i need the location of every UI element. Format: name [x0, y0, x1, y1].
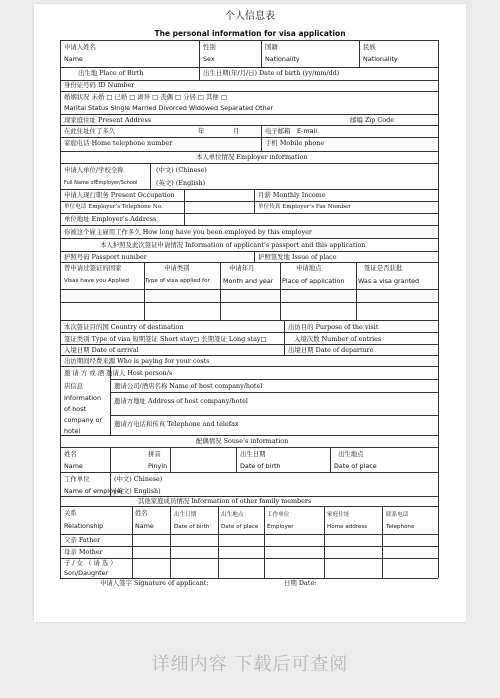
visa-history-granted-header: 签证是否获批 [364, 264, 403, 272]
employer-name-label-en: Full Name ofEmployer/School [64, 180, 138, 186]
host-info-label-en-4: hotel [64, 427, 81, 435]
purpose-of-visit-label: 出访目的 Purpose of the visit [288, 323, 379, 331]
family-address-cn: 家庭住址 [327, 512, 350, 518]
visa-type-label: 签证类别 Type of visa 短期签证 Short stay□ 长期签证 Long stay□ [64, 335, 267, 343]
employer-fax-label: 单位传真 Employer’s Fax Number [258, 204, 351, 210]
family-pob-en: Date of place [221, 524, 259, 530]
host-company-address-label: 邀请方地址 Address of host company/hotel [114, 397, 248, 405]
spouse-dob-label-cn: 出生日期 [240, 450, 266, 458]
place-of-birth-label: 出生地 Place of Birth [78, 69, 144, 77]
number-of-entries-label: 入境次数 Number of entries [294, 335, 382, 343]
marital-status-cn: 婚姻状况 未婚 □ 已婚 □ 离异 □ 丧偶 □ 分居 □ 其他 □ [64, 93, 227, 101]
id-number-label: 身份证号码 ID Number [64, 81, 135, 89]
visa-history-place-en: Place of application [282, 277, 345, 285]
host-info-label-en-2: of host [64, 405, 86, 413]
visa-form-page [34, 4, 466, 622]
visa-history-type-en: Type of visa applied for [145, 278, 210, 284]
spouse-name-label-cn: 姓名 [64, 450, 77, 458]
visa-history-year-en: Month and year [223, 277, 274, 285]
month-label: 月 [233, 127, 240, 135]
employer-section-header: 本人单位情况 Employer information [196, 153, 308, 161]
nationality-label-cn: 国籍 [265, 43, 278, 51]
home-telephone-label: 家庭电话 Home telephone number [64, 139, 173, 147]
spouse-employer-label-en: Name of employer [64, 487, 124, 495]
visa-history-granted-en: Was a visa granted [358, 277, 420, 285]
employer-english-label: (英文) (English) [156, 179, 206, 187]
monthly-income-label: 月薪 Monthly Income [258, 191, 326, 199]
family-name-en: Name [135, 522, 154, 530]
family-dob-cn: 出生日期 [174, 512, 197, 518]
family-father-label: 父亲 Father [64, 536, 101, 544]
family-section-header: 其他家庭成员情况 Information of other family members [138, 497, 312, 505]
spouse-section-header: 配偶情况 Souse’s information [196, 437, 289, 445]
employment-duration-label: 你被这个雇主雇用工作多久 How long have you been employed by this employer [64, 228, 312, 236]
spouse-employer-english: (英文) English) [114, 487, 161, 495]
visa-history-year-header: 申请年月 [229, 264, 255, 272]
ethnicity-label-cn: 民族 [363, 43, 376, 51]
date-of-departure-label: 出境日期 Date of departure [288, 346, 374, 354]
host-info-label-cn: 店信息 [64, 382, 84, 390]
spouse-pinyin-label-en: Pinyin [148, 462, 168, 470]
present-occupation-label: 申请人现行职务 Present Occupation [64, 191, 175, 199]
name-label-en: Name [64, 55, 83, 63]
host-telephone-label: 邀请方电话和传真 Telephone and telefax [114, 420, 239, 428]
family-employer-cn: 工作单位 [267, 512, 290, 518]
passport-issue-place-label: 护照签发地 Issue of place [258, 253, 337, 261]
host-info-label-en-3: company or [64, 416, 103, 424]
family-mother-label: 母亲 Mother [64, 548, 103, 556]
spouse-employer-chinese: (中文) Chinese) [114, 475, 163, 483]
family-child-label-en: Son/Daughter [64, 569, 109, 577]
spouse-name-label-en: Name [64, 462, 83, 470]
visa-history-country-en: Visas have you Applied [64, 278, 129, 284]
visa-history-type-header: 申请类别 [164, 264, 190, 272]
spouse-pob-label-cn: 出生地点 [338, 450, 364, 458]
spouse-dob-label-en: Date of birth [240, 462, 281, 470]
family-employer-en: Employer [267, 524, 294, 530]
family-relationship-en: Relationship [64, 522, 104, 530]
visa-history-country-header: 曾申请过签证的国家 [64, 264, 122, 272]
applicant-signature-label: 申请人签字 Signature of applicant: [100, 579, 209, 587]
host-company-name-label: 邀请公司/酒店名称 Name of host company/hotel [114, 382, 263, 390]
email-label-cn: 电子邮箱 [265, 127, 291, 135]
date-of-arrival-label: 入境日期 Date of arrival [64, 346, 139, 354]
email-label-en: E-mail [297, 127, 318, 135]
employer-chinese-label: (中文) (Chinese) [156, 166, 207, 174]
visa-history-place-header: 申请地点 [296, 264, 322, 272]
host-info-label-en-1: Information [64, 394, 101, 402]
spouse-pinyin-label-cn: 拼音 [148, 450, 161, 458]
nationality-label-en: Nationality [265, 55, 300, 63]
employer-name-label-cn: 申请人单位/学校全称 [64, 166, 124, 174]
present-address-label: 现家庭住址 Present Address [64, 116, 152, 124]
name-label-cn: 申请人姓名 [64, 43, 96, 51]
family-name-cn: 姓名 [135, 509, 148, 517]
spouse-employer-label-cn: 工作单位 [64, 475, 90, 483]
spouse-pob-label-en: Date of place [334, 462, 377, 470]
family-address-en: Home address [327, 524, 368, 530]
sex-label-en: Sex [203, 55, 215, 63]
family-telephone-cn: 联系电话 [386, 512, 409, 518]
who-pays-label: 出访期间经费来源 Who is paying for your costs [64, 357, 210, 365]
host-person-label: 邀 请 方 或 酒 邀请人 Host person/s [64, 369, 173, 377]
date-of-birth-label: 出生日期(年/月/日) Date of birth (yy/mm/dd) [203, 69, 340, 77]
marital-status-en: Marital Status Single Married Divorced Widowed Separated Other [64, 104, 274, 112]
year-label: 年 [198, 127, 205, 135]
form-title: 个人信息表 [225, 11, 275, 22]
family-pob-cn: 出生地点 [221, 512, 244, 518]
family-relationship-cn: 关系 [64, 509, 77, 517]
zip-code-label: 邮编 Zip Code [350, 116, 395, 124]
destination-country-label: 本次签证目的国 Country of destination [64, 323, 184, 331]
how-long-address-label: 在此住址住了多久 [64, 127, 116, 135]
employer-address-label: 单位地址 Employer’s Address [64, 215, 157, 223]
family-child-label-cn: 子 / 女 （ 请 选 ） [64, 559, 117, 567]
passport-number-label: 护照号码 Passport number [64, 253, 147, 261]
employer-telephone-label: 单位电话 Employer’s Telephone No. [64, 204, 163, 210]
family-dob-en: Date of birth [174, 524, 210, 530]
mobile-phone-label: 手机 Mobile phone [265, 139, 325, 147]
sex-label-cn: 性别 [203, 43, 216, 51]
ethnicity-label-en: Nationality [363, 55, 398, 63]
form-subtitle: The personal information for visa application [154, 29, 346, 38]
family-telephone-en: Telephone [386, 524, 415, 530]
download-prompt-footer: 详细内容 下载后可查阅 [151, 654, 349, 675]
signature-date-label: 日期 Date: [284, 579, 317, 587]
passport-section-header: 本人护照及此次签证申请情况 Information of applicant’s passport and this application [100, 241, 366, 249]
